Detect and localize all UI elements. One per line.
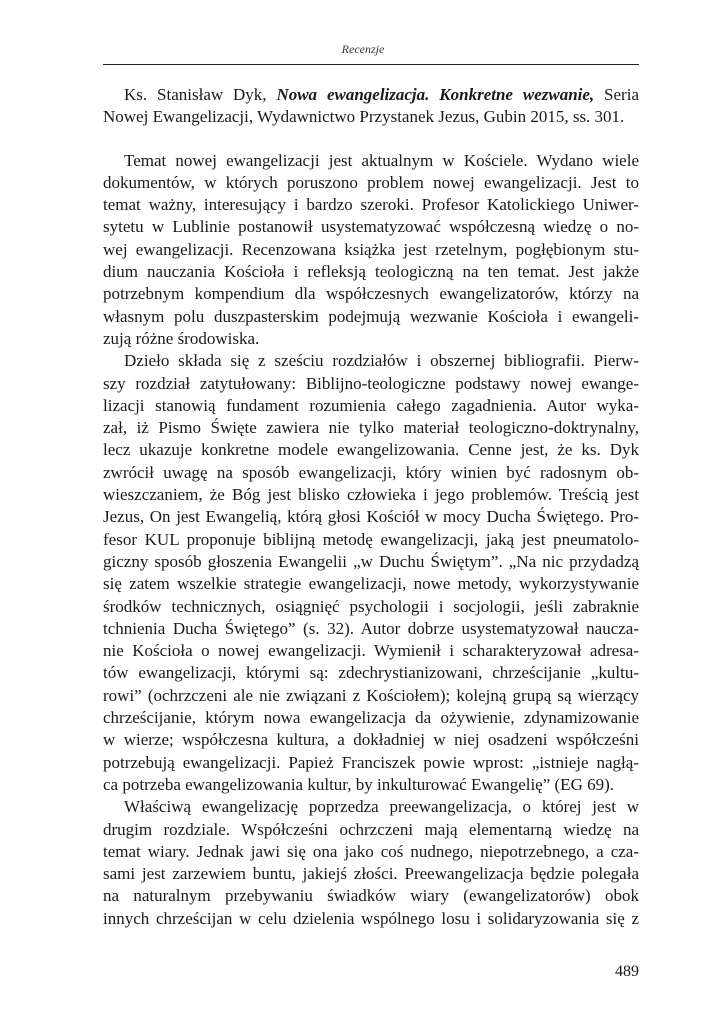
citation-author: Ks. Stanisław Dyk, <box>124 85 277 104</box>
text-line: Właściwą ewangelizację poprzedza preewangelizacja, o której jest w <box>124 797 639 817</box>
text-line: zwrócił uwagę na sposób ewangelizacji, który winien być radosnym ob- <box>103 462 639 482</box>
text-line: się zatem wszelkie strategie ewangelizacji, nowe metody, wykorzystywanie <box>103 574 639 594</box>
text-line: w wierze; współczesna kultura, a dokładniej w niej osadzeni współcześni <box>103 730 639 750</box>
text-line: potrzebnym kompendium dla współczesnych ewangelizatorów, którzy na <box>103 284 639 304</box>
text-line: rowi” (ochrzczeni ale nie związani z Kościołem); kolejną grupą są wierzący <box>103 685 639 705</box>
citation-line-1 <box>103 84 639 106</box>
citation-series: Seria <box>594 85 639 104</box>
text-line: innych chrześcijan w celu dzielenia wspólnego losu i solidaryzowania się z <box>103 908 639 928</box>
text-line: na naturalnym przebywaniu świadków wiary (ewangelizatorów) obok <box>103 886 639 906</box>
text-line: lecz ukazuje konkretne modele ewangelizowania. Cenne jest, że ks. Dyk <box>103 440 639 460</box>
page-number: 489 <box>615 963 639 980</box>
paragraph-2 <box>103 350 639 796</box>
text-line: temat ważny, interesujący i bardzo szeroki. Profesor Katolickiego Uniwer- <box>103 195 639 215</box>
text-line: zał, iż Pismo Święte zawiera nie tylko materiał teologiczno-doktrynalny, <box>103 418 639 438</box>
citation-book-title: Nowa ewangelizacja. Konkretne wezwanie, <box>276 85 595 104</box>
text-line: Dzieło składa się z sześciu rozdziałów i obszernej bibliografii. Pierw- <box>124 351 639 371</box>
text-line: fesor KUL proponuje biblijną metodę ewangelizacji, jaką jest pneumatolo- <box>103 529 639 549</box>
text-line: lizacji stanowią fundament rozumienia całego zagadnienia. Autor wyka- <box>103 395 639 415</box>
text-line: dium nauczania Kościoła i refleksją teologiczną na ten temat. Jest jakże <box>103 262 639 282</box>
text-line: sami jest zarzewiem buntu, jakiejś złości. Preewangelizacja będzie polegała <box>103 864 639 884</box>
text-line: ca potrzeba ewangelizowania kultur, by inkulturować Ewangelię” (EG 69). <box>103 774 615 794</box>
text-line: temat wiary. Jednak jawi się ona jako coś nudnego, niepotrzebnego, a cza- <box>103 841 639 861</box>
page-body <box>103 84 639 930</box>
text-line: własnym polu duszpasterskim podejmują wezwanie Kościoła i ewangeli- <box>103 306 639 326</box>
text-line: dokumentów, w których poruszono problem nowej ewangelizacji. Jest to <box>103 172 639 192</box>
text-line: nie Kościoła o nowej ewangelizacji. Wymienił i scharakteryzował adresa- <box>103 641 639 661</box>
text-line: zują różne środowiska. <box>103 328 260 348</box>
text-line: Temat nowej ewangelizacji jest aktualnym w Kościele. Wydano wiele <box>124 150 639 170</box>
text-line: drugim rozdziale. Współcześni ochrzczeni mają elementarną wiedzę na <box>103 819 639 839</box>
text-line: szy rozdział zatytułowany: Biblijno-teologiczne podstawy nowej ewange- <box>103 373 639 393</box>
paragraph-1 <box>103 150 639 351</box>
header-rule <box>103 64 639 65</box>
text-line: giczny sposób głoszenia Ewangelii „w Duchu Świętym”. „Na nic przydadzą <box>103 551 639 571</box>
text-line: sytetu w Lublinie postanowił usystematyzować współczesną wiedzę o no- <box>103 217 639 237</box>
citation-line-2: Nowej Ewangelizacji, Wydawnictwo Przystanek Jezus, Gubin 2015, ss. 301. <box>103 107 625 127</box>
paragraph-gap <box>103 129 639 150</box>
text-line: wej ewangelizacji. Recenzowana książka jest rzetelnym, pogłębionym stu- <box>103 239 639 259</box>
text-line: wieszczaniem, że Bóg jest blisko człowieka i jego problemów. Treścią jest <box>103 485 639 505</box>
running-head: Recenzje <box>341 42 385 56</box>
text-line: tów ewangelizacji, którymi są: zdechrystianizowani, chrześcijanie „kultu- <box>103 663 639 683</box>
text-line: środków technicznych, osiągnięć psychologii i socjologii, jeśli zabraknie <box>103 596 639 616</box>
text-line: potrzebują ewangelizacji. Papież Franciszek powie wprost: „istnieje nagłą- <box>103 752 639 772</box>
paragraph-3 <box>103 796 639 930</box>
text-line: Jezus, On jest Ewangelią, którą głosi Kościół w mocy Ducha Świętego. Pro- <box>103 507 639 527</box>
text-line: tchnienia Ducha Świętego” (s. 32). Autor dobrze usystematyzował naucza- <box>103 618 639 638</box>
text-line: chrześcijanie, którym nowa ewangelizacja da ożywienie, zdynamizowanie <box>103 708 639 728</box>
